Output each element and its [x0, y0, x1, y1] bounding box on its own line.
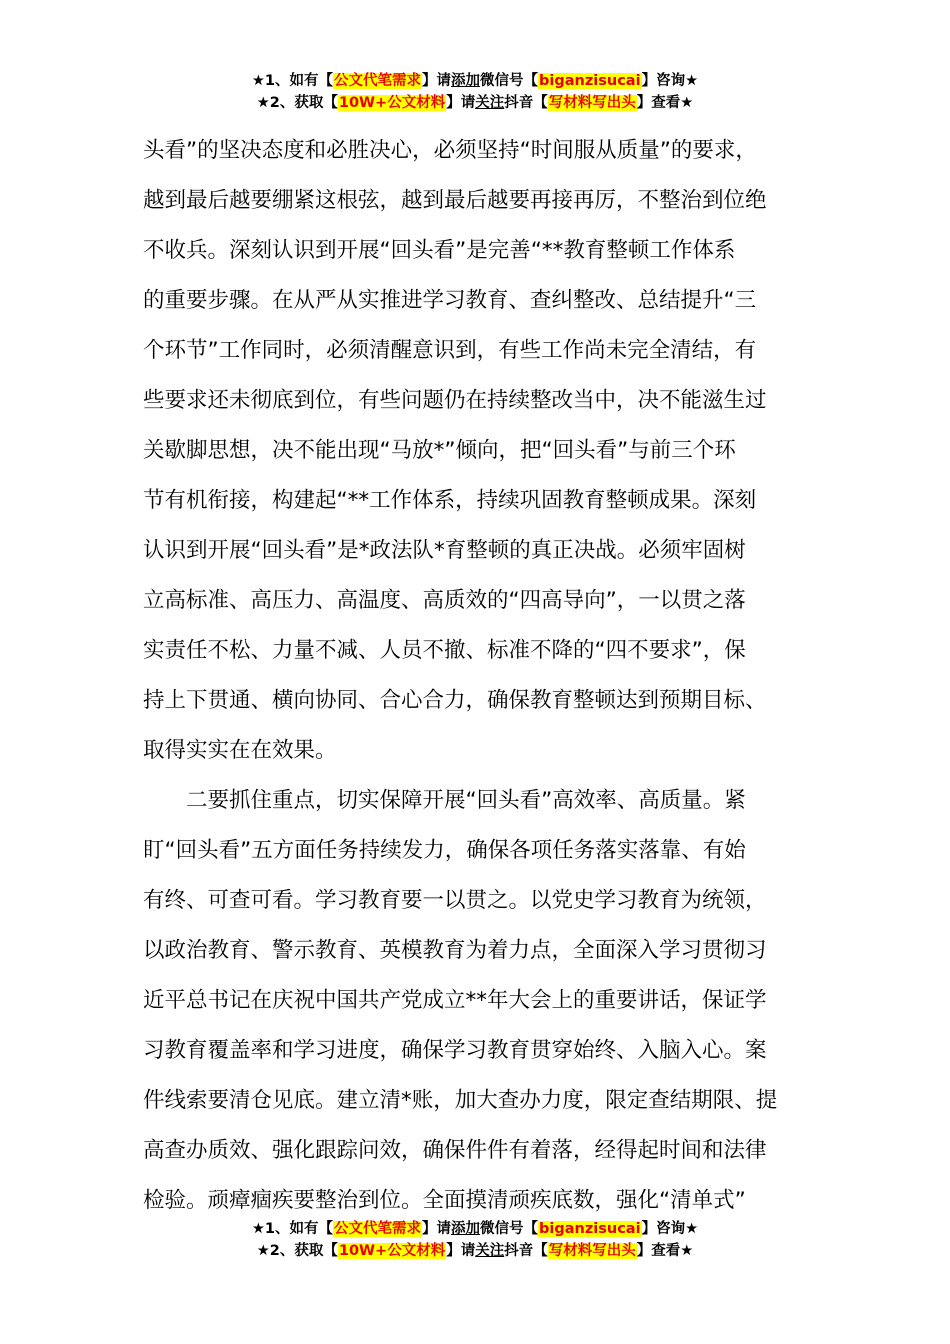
banner-text: 】查看★	[636, 1243, 694, 1259]
text-line: 检验。顽瘴痼疾要整治到位。全面摸清顽疾底数，强化“清单式”	[143, 1188, 746, 1213]
banner-text: ★2、获取【	[256, 95, 338, 111]
text-line: 不收兵。深刻认识到开展“回头看”是完善“**教育整顿工作体系	[143, 238, 736, 263]
text-line: 件线索要清仓见底。建立清*账，加大查办力度，限定查结期限、提	[143, 1088, 778, 1113]
text-line: 近平总书记在庆祝中国共产党成立**年大会上的重要讲话，保证学	[143, 988, 767, 1013]
text-line: 取得实实在在效果。	[143, 738, 337, 763]
text-line: 越到最后越要绷紧这根弦，越到最后越要再接再厉，不整治到位绝	[143, 188, 767, 213]
banner-highlight: 写材料写出头	[548, 95, 636, 111]
text-line: 头看”的坚决态度和必胜决心，必须坚持“时间服从质量”的要求，	[143, 138, 757, 163]
banner-text: 抖音【	[504, 95, 548, 111]
banner-text: 微信号【	[480, 73, 539, 89]
text-line: 二要抓住重点，切实保障开展“回头看”高效率、高质量。紧	[143, 788, 746, 813]
text-line: 些要求还未彻底到位，有些问题仍在持续整改当中，决不能滋生过	[143, 388, 767, 413]
text-line: 习教育覆盖率和学习进度，确保学习教育贯穿始终、入脑入心。案	[143, 1038, 767, 1063]
banner-text: 】查看★	[636, 95, 694, 111]
text-line: 关歇脚思想，决不能出现“马放*”倾向，把“回头看”与前三个环	[143, 438, 736, 463]
banner-text: ★1、如有【	[251, 1221, 334, 1237]
banner-text: 微信号【	[480, 1221, 539, 1237]
banner-text: 】请	[446, 1243, 476, 1259]
paragraph-2	[143, 776, 833, 1226]
banner-highlight: 公文代笔需求	[334, 1221, 422, 1237]
banner-line-2	[0, 92, 950, 114]
text-line: 个环节”工作同时，必须清醒意识到，有些工作尚未完全清结，有	[143, 338, 757, 363]
banner-text: 】请	[422, 73, 452, 89]
banner-text: ★1、如有【	[251, 73, 334, 89]
banner-text: 】咨询★	[641, 73, 699, 89]
banner-text: 】请	[422, 1221, 452, 1237]
text-line: 认识到开展“回头看”是*政法队*育整顿的真正决战。必须牢固树	[143, 538, 746, 563]
banner-underlined: 关注	[475, 95, 505, 111]
text-line: 盯“回头看”五方面任务持续发力，确保各项任务落实落靠、有始	[143, 838, 746, 863]
text-line: 实责任不松、力量不减、人员不撤、标准不降的“四不要求”，保	[143, 638, 746, 663]
banner-underlined: 关注	[475, 1243, 505, 1259]
banner-highlight: 10W+公文材料	[338, 95, 446, 111]
banner-line-1	[0, 1218, 950, 1240]
banner-highlight: 10W+公文材料	[338, 1243, 446, 1259]
banner-line-1	[0, 70, 950, 92]
text-line: 的重要步骤。在从严从实推进学习教育、查纠整改、总结提升“三	[143, 288, 757, 313]
banner-highlight: biganzisucai	[539, 1221, 641, 1237]
banner-highlight: 公文代笔需求	[334, 73, 422, 89]
text-line: 节有机衔接，构建起“**工作体系，持续巩固教育整顿成果。深刻	[143, 488, 757, 513]
paragraph-1	[143, 126, 833, 776]
banner-highlight: biganzisucai	[539, 73, 641, 89]
footer-banner	[0, 1218, 950, 1262]
text-line: 有终、可查可看。学习教育要一以贯之。以党史学习教育为统领，	[143, 888, 767, 913]
header-banner	[0, 70, 950, 114]
banner-text: 】请	[446, 95, 476, 111]
banner-underlined: 添加	[451, 1221, 481, 1237]
banner-text: 】咨询★	[641, 1221, 699, 1237]
text-line: 立高标准、高压力、高温度、高质效的“四高导向”，一以贯之落	[143, 588, 746, 613]
banner-line-2	[0, 1240, 950, 1262]
document-body	[143, 126, 833, 1226]
banner-highlight: 写材料写出头	[548, 1243, 636, 1259]
text-line: 高查办质效、强化跟踪问效，确保件件有着落，经得起时间和法律	[143, 1138, 767, 1163]
text-line: 持上下贯通、横向协同、合心合力，确保教育整顿达到预期目标、	[143, 688, 767, 713]
banner-text: ★2、获取【	[256, 1243, 338, 1259]
banner-underlined: 添加	[451, 73, 481, 89]
text-line: 以政治教育、警示教育、英模教育为着力点，全面深入学习贯彻习	[143, 938, 767, 963]
banner-text: 抖音【	[504, 1243, 548, 1259]
